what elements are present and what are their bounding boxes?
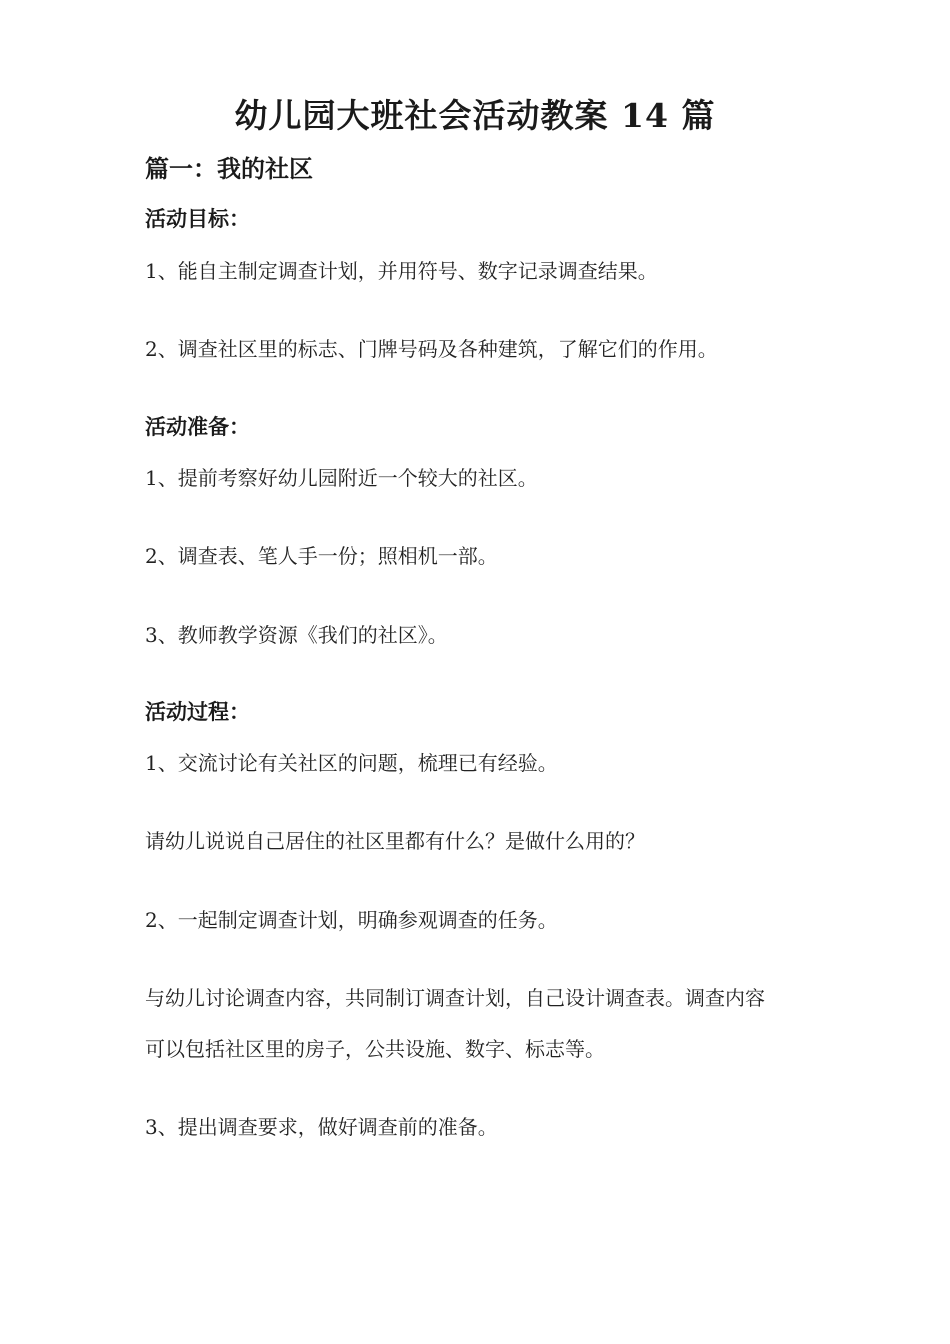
- process-item: 与幼儿讨论调查内容，共同制订调查计划，自己设计调查表。调查内容: [145, 986, 765, 1010]
- goals-heading: 活动目标：: [145, 206, 250, 231]
- goal-item: 1、能自主制定调查计划，并用符号、数字记录调查结果。: [145, 259, 658, 283]
- preparation-heading: 活动准备：: [145, 414, 250, 439]
- preparation-item: 1、提前考察好幼儿园附近一个较大的社区。: [145, 466, 538, 490]
- process-item: 2、一起制定调查计划，明确参观调查的任务。: [145, 908, 558, 932]
- process-item: 可以包括社区里的房子，公共设施、数字、标志等。: [145, 1037, 605, 1061]
- preparation-item: 3、教师教学资源《我们的社区》。: [145, 623, 448, 647]
- process-item: 请幼儿说说自己居住的社区里都有什么？是做什么用的？: [145, 829, 645, 853]
- process-item: 1、交流讨论有关社区的问题，梳理已有经验。: [145, 751, 558, 775]
- process-heading: 活动过程：: [145, 699, 250, 724]
- process-item: 3、提出调查要求，做好调查前的准备。: [145, 1115, 498, 1139]
- preparation-item: 2、调查表、笔人手一份；照相机一部。: [145, 544, 498, 568]
- goal-item: 2、调查社区里的标志、门牌号码及各种建筑，了解它们的作用。: [145, 337, 718, 361]
- document-title: 幼儿园大班社会活动教案 14 篇: [234, 96, 716, 135]
- section-title: 篇一：我的社区: [145, 154, 313, 183]
